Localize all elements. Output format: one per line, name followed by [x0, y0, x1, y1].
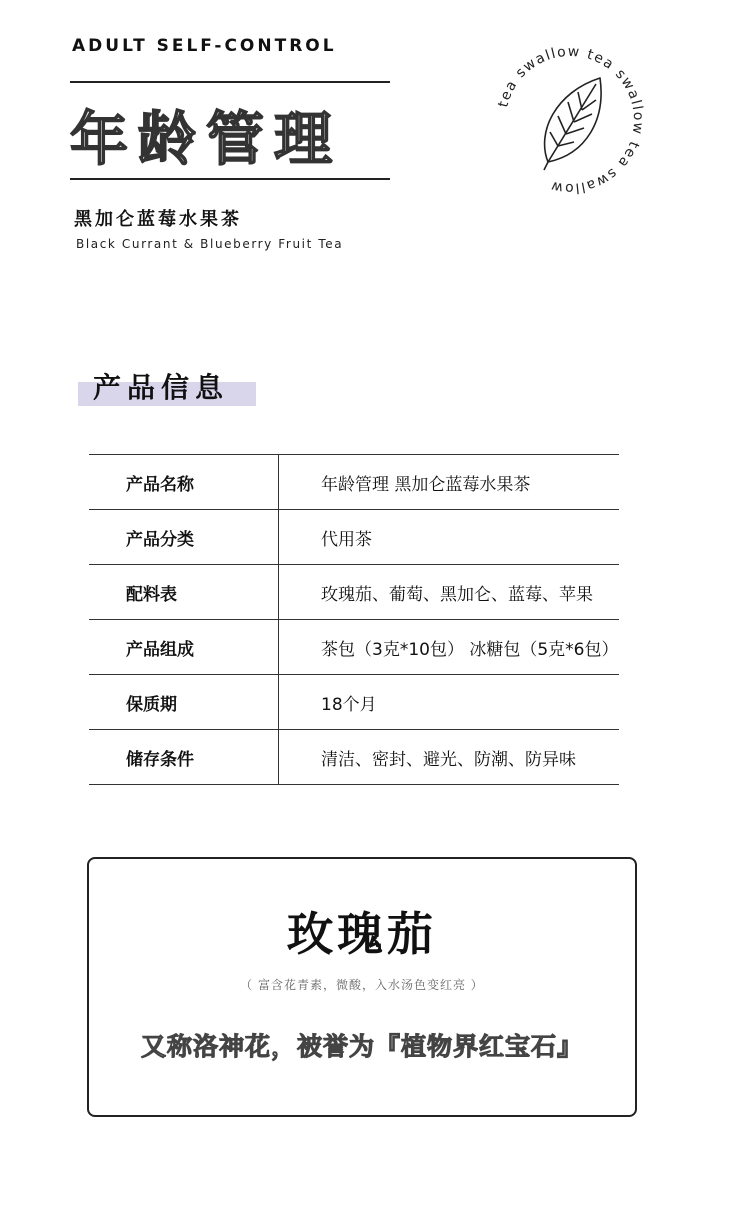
spec-label: 产品名称 — [89, 455, 279, 510]
page-title: 年龄管理 — [70, 105, 343, 173]
table-row — [89, 565, 619, 620]
table-row — [89, 675, 619, 730]
leaf-icon — [544, 78, 601, 170]
spec-value: 年龄管理 黑加仑蓝莓水果茶 — [279, 455, 620, 510]
spec-label: 储存条件 — [89, 730, 279, 785]
brand-logo — [490, 36, 650, 204]
feature-slogan: 又称洛神花，被誉为『植物界红宝石』 — [140, 1032, 583, 1061]
spec-label: 保质期 — [89, 675, 279, 730]
section-title: 产品信息 — [93, 371, 230, 404]
feature-title: 玫瑰茄 — [287, 907, 437, 961]
table-row — [89, 455, 619, 510]
spec-label: 产品分类 — [89, 510, 279, 565]
top-divider — [70, 81, 390, 83]
eyebrow-text: ADULT SELF-CONTROL — [72, 36, 337, 56]
product-name-en: Black Currant & Blueberry Fruit Tea — [76, 237, 344, 251]
logo-ring-text: tea swallow tea swallow tea swallow — [495, 43, 647, 197]
spec-label: 产品组成 — [89, 620, 279, 675]
spec-label: 配料表 — [89, 565, 279, 620]
spec-value: 18个月 — [279, 675, 620, 730]
spec-value: 茶包（3克*10包） 冰糖包（5克*6包） — [279, 620, 620, 675]
spec-value: 清洁、密封、避光、防潮、防异味 — [279, 730, 620, 785]
table-row — [89, 620, 619, 675]
spec-value: 代用茶 — [279, 510, 620, 565]
spec-value: 玫瑰茄、葡萄、黑加仑、蓝莓、苹果 — [279, 565, 620, 620]
table-row — [89, 510, 619, 565]
spec-table — [89, 454, 619, 785]
table-row — [89, 730, 619, 785]
feature-subtitle: （ 富含花青素，微酸，入水汤色变红亮 ） — [240, 978, 484, 992]
bottom-divider — [70, 178, 390, 180]
product-name-cn: 黑加仑蓝莓水果茶 — [74, 209, 242, 230]
